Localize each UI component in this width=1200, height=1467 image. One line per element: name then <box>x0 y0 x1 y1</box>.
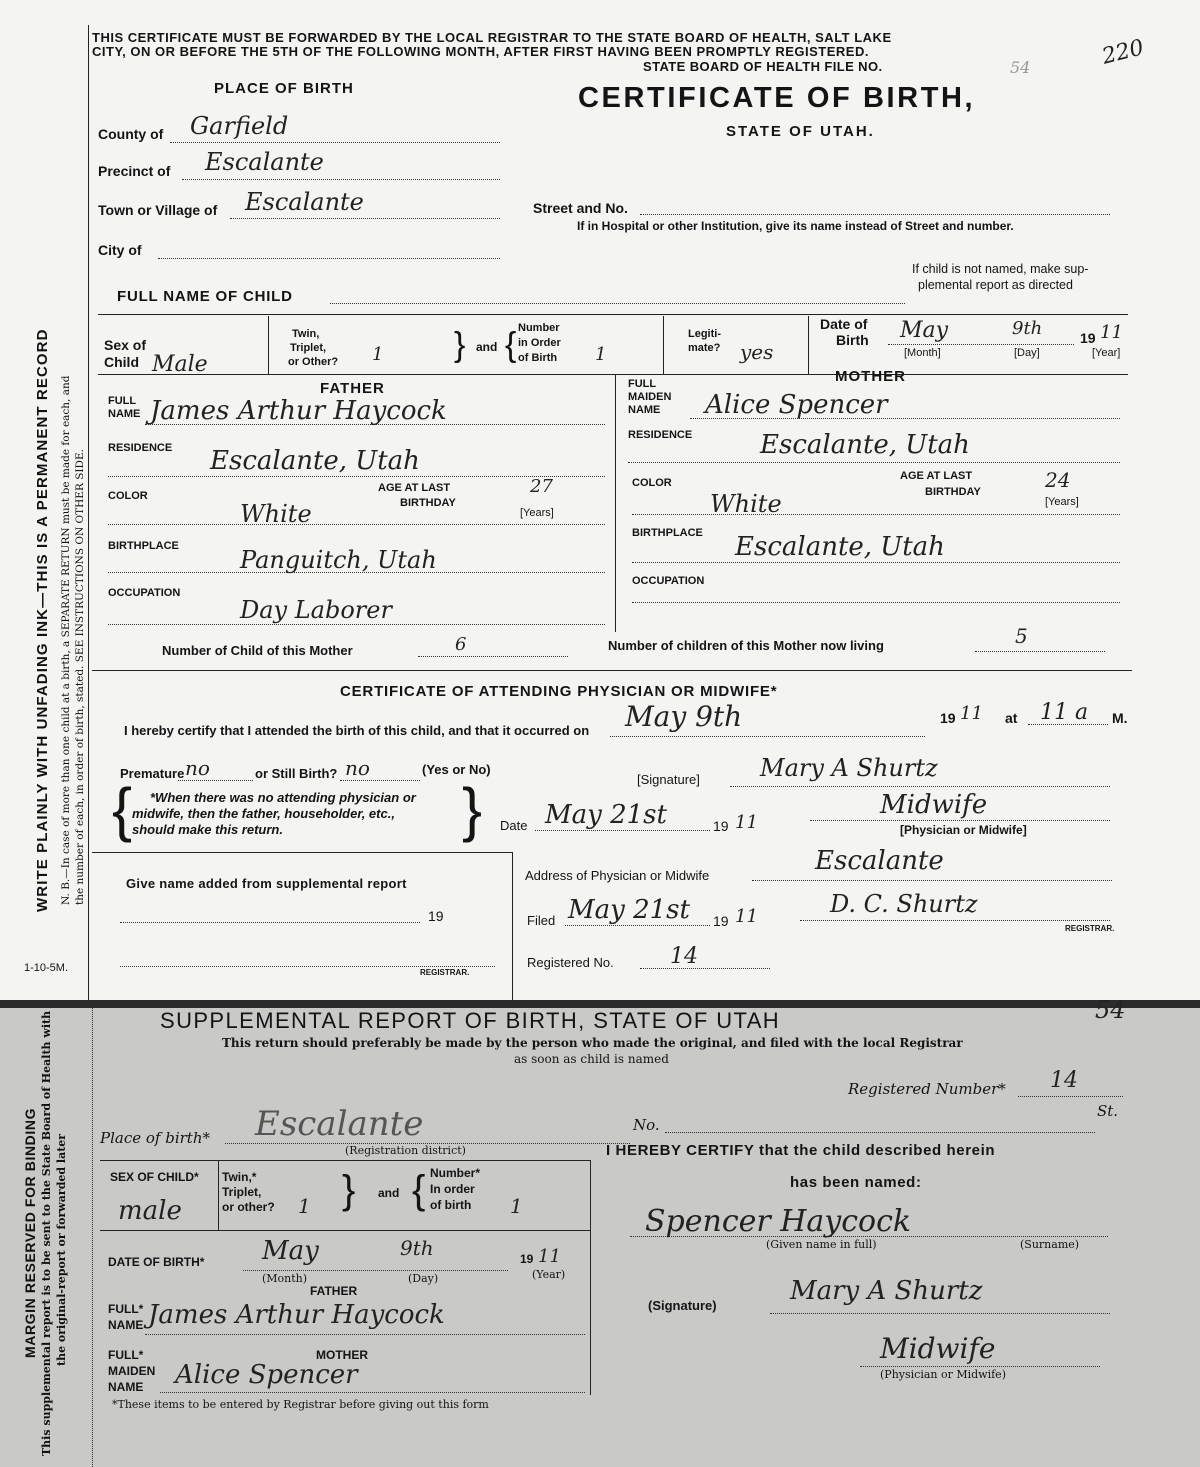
supp-mother-label1: FULL* <box>108 1348 144 1362</box>
precinct-label: Precinct of <box>98 163 171 179</box>
father-birthplace-line <box>108 572 605 573</box>
supp-year-caption: (Year) <box>532 1268 566 1281</box>
supp-title-value: Midwife <box>880 1332 996 1365</box>
supp-title: SUPPLEMENTAL REPORT OF BIRTH, STATE OF UTAH <box>160 1008 781 1033</box>
supp-twin-label2: Triplet, <box>222 1185 262 1199</box>
father-age-label1: AGE AT LAST <box>378 482 451 494</box>
certify-text: I hereby certify that I attended the birth of this child, and that it occurred on <box>124 723 590 738</box>
registered-label: Registered No. <box>527 955 614 970</box>
dob-year-prefix: 19 <box>1080 330 1096 346</box>
supp-box-line1 <box>120 922 420 923</box>
twin-label3: or Other? <box>288 356 339 368</box>
sex-label1: Sex of <box>104 337 147 353</box>
margin-reserved-vertical: MARGIN RESERVED FOR BINDING <box>22 1107 38 1358</box>
supp-signature-label: (Signature) <box>648 1298 717 1313</box>
dob-line <box>888 344 1074 345</box>
father-heading: FATHER <box>320 380 385 397</box>
sex-label2: Child <box>104 354 139 370</box>
supp-st-label: St. <box>1097 1102 1119 1120</box>
note-brace-right: } <box>462 776 483 843</box>
corner-number: 220 <box>1099 35 1147 70</box>
supp-title-line <box>860 1366 1100 1367</box>
supp-number-label2: In order <box>430 1182 475 1196</box>
date-label: Date <box>500 818 528 833</box>
parents-divider <box>615 374 616 632</box>
supp-twin-label3: or other? <box>222 1200 275 1214</box>
supp-mother-value: Alice Spencer <box>175 1360 358 1390</box>
father-years-caption: [Years] <box>520 507 554 519</box>
certificate-subtitle: STATE OF UTAH. <box>726 123 875 140</box>
note3: should make this return. <box>132 822 283 837</box>
rule-under-child <box>98 374 1128 375</box>
at-label: at <box>1005 710 1018 726</box>
date-year: 11 <box>735 812 758 833</box>
note2: midwife, then the father, householder, etc., <box>132 806 395 821</box>
supp-number-brace: { <box>412 1168 426 1212</box>
margin-note2: the original-report or forwarded later <box>55 1133 68 1366</box>
dob-label1: Date of <box>820 316 868 332</box>
supp-box-heading: Give name added from supplemental report <box>126 876 407 891</box>
date-value: May 21st <box>545 800 667 830</box>
precinct-value: Escalante <box>205 148 324 176</box>
supp-box-right <box>512 852 513 1000</box>
mother-occupation-label: OCCUPATION <box>632 575 705 587</box>
twin-label2: Triplet, <box>290 342 327 354</box>
rule-under-name <box>98 314 1128 315</box>
supp-registered-value: 14 <box>1050 1068 1078 1093</box>
time-value: 11 a <box>1040 700 1089 725</box>
living-label: Number of children of this Mother now living <box>608 638 884 653</box>
father-birthplace-value: Panguitch, Utah <box>240 546 437 574</box>
title-caption: [Physician or Midwife] <box>900 823 1027 837</box>
occurred-year: 11 <box>960 703 983 724</box>
living-value: 5 <box>1015 624 1028 648</box>
mother-name-label3: NAME <box>628 404 661 416</box>
supp-mother-line <box>160 1392 585 1393</box>
town-line <box>230 218 500 219</box>
child-number-value: 6 <box>455 634 467 655</box>
supp-month-caption: (Month) <box>262 1272 308 1285</box>
father-residence-value: Escalante, Utah <box>210 446 420 476</box>
supp-day-caption: (Day) <box>408 1272 439 1285</box>
supp-and-label: and <box>378 1186 400 1200</box>
supp-certify1: I HEREBY CERTIFY that the child described herein <box>606 1142 996 1159</box>
registrar-label: REGISTRAR. <box>1065 924 1115 933</box>
supp-number-hand: 54 <box>1095 996 1126 1024</box>
mother-age-label2: BIRTHDAY <box>925 486 981 498</box>
supp-sex-bottom-rule <box>100 1230 590 1231</box>
supp-dob-year: 11 <box>538 1246 561 1267</box>
registrar-value: D. C. Shurtz <box>830 890 978 918</box>
supp-registered-label: Registered Number* <box>848 1080 1006 1098</box>
rule-above-physician <box>92 670 1132 671</box>
premature-value: no <box>185 756 210 780</box>
supp-registered-line <box>1018 1096 1123 1097</box>
supp-no-label: No. <box>633 1116 660 1134</box>
town-value: Escalante <box>245 188 364 216</box>
supp-sex-value: male <box>118 1196 182 1226</box>
mother-name-label2: MAIDEN <box>628 391 672 403</box>
supp-left-right-rule <box>590 1160 591 1395</box>
father-name-label1: FULL <box>108 395 137 407</box>
address-label: Address of Physician or Midwife <box>525 868 710 883</box>
mother-years-caption: [Years] <box>1045 496 1079 508</box>
legit-label2: mate? <box>688 342 721 354</box>
note1: *When there was no attending physician or <box>150 790 416 805</box>
supp-number-label1: Number* <box>430 1166 481 1180</box>
number-label2: in Order <box>518 337 561 349</box>
supp-father-label1: FULL* <box>108 1302 144 1316</box>
father-birthplace-label: BIRTHPLACE <box>108 540 179 552</box>
mother-name-label1: FULL <box>628 378 657 390</box>
date-year-prefix: 19 <box>713 818 729 834</box>
supp-surname-caption: (Surname) <box>1020 1238 1080 1251</box>
twin-label1: Twin, <box>292 328 320 340</box>
filed-value: May 21st <box>568 895 690 925</box>
mother-color-line <box>632 514 1120 515</box>
street-label: Street and No. <box>533 200 628 216</box>
precinct-line <box>182 179 500 180</box>
occurred-value: May 9th <box>625 700 743 733</box>
county-value: Garfield <box>190 112 289 140</box>
supp-given-value: Spencer Haycock <box>645 1204 912 1239</box>
file-no-value: 54 <box>1010 58 1031 77</box>
signature-label: [Signature] <box>637 772 700 787</box>
registrar-line <box>800 920 1110 921</box>
still-label: or Still Birth? <box>255 766 338 781</box>
father-occupation-value: Day Laborer <box>240 596 392 624</box>
supp-signature-line <box>770 1313 1110 1314</box>
address-line <box>752 880 1112 881</box>
father-age-value: 27 <box>530 476 553 497</box>
supp-signature-value: Mary A Shurtz <box>790 1276 983 1306</box>
supp-intro2: as soon as child is named <box>514 1052 669 1066</box>
rule-left-physician <box>92 852 512 853</box>
supp-place-label: Place of birth* <box>100 1129 210 1147</box>
supp-title-caption: (Physician or Midwife) <box>880 1368 1006 1381</box>
town-label: Town or Village of <box>98 202 218 218</box>
year-caption: [Year] <box>1092 347 1121 359</box>
supp-box-registrar: REGISTRAR. <box>420 968 470 977</box>
title-value: Midwife <box>880 790 988 820</box>
certificate-title: CERTIFICATE OF BIRTH, <box>578 82 976 114</box>
still-line <box>340 780 420 781</box>
file-no-label: STATE BOARD OF HEALTH FILE NO. <box>643 59 883 74</box>
twin-brace: } <box>454 326 466 364</box>
city-line <box>158 258 500 259</box>
city-label: City of <box>98 242 142 258</box>
signature-value: Mary A Shurtz <box>760 754 938 782</box>
father-occupation-label: OCCUPATION <box>108 587 181 599</box>
full-name-child-label: FULL NAME OF CHILD <box>117 288 293 305</box>
mother-age-value: 24 <box>1045 468 1071 492</box>
living-line <box>975 651 1105 652</box>
father-name-label2: NAME <box>108 408 141 420</box>
supp-mother-label2: MAIDEN <box>108 1364 156 1378</box>
supp-twin-value: 1 <box>298 1194 311 1218</box>
father-color-value: White <box>240 500 312 528</box>
mother-birthplace-value: Escalante, Utah <box>735 532 945 562</box>
supp-intro1: This return should preferably be made by the person who made the original, and filed with the local Registrar <box>222 1036 963 1050</box>
date-line <box>535 830 710 831</box>
supp-twin-brace: } <box>342 1168 356 1212</box>
supp-given-caption: (Given name in full) <box>766 1238 877 1251</box>
m-label: M. <box>1112 710 1128 726</box>
notice-line2: CITY, ON OR BEFORE THE 5TH OF THE FOLLOWING MONTH, AFTER FIRST HAVING BEEN PROMPTLY REGISTERED. <box>92 44 869 59</box>
supp-no-line <box>665 1132 1095 1133</box>
supp-father-label2: NAME <box>108 1318 144 1332</box>
registered-value: 14 <box>670 944 698 969</box>
number-brace: { <box>505 326 517 364</box>
occurred-year-prefix: 19 <box>940 710 956 726</box>
yes-no-label: (Yes or No) <box>422 762 491 777</box>
place-of-birth-heading: PLACE OF BIRTH <box>214 80 354 97</box>
legit-divider <box>808 316 809 374</box>
legit-label1: Legiti- <box>688 328 721 340</box>
sex-divider <box>268 316 269 374</box>
supp-margin-rule <box>92 1008 93 1467</box>
signature-line <box>730 786 1110 787</box>
registered-line <box>640 968 770 969</box>
dob-label2: Birth <box>836 332 869 348</box>
mother-residence-value: Escalante, Utah <box>760 430 970 460</box>
supp-left-top-rule <box>100 1160 590 1161</box>
supp-sex-label: SEX OF CHILD* <box>110 1170 199 1184</box>
supp-dob-label: DATE OF BIRTH* <box>108 1255 205 1269</box>
legit-value: yes <box>740 340 774 364</box>
street-line <box>640 214 1110 215</box>
supp-place-caption: (Registration district) <box>345 1144 466 1157</box>
filed-label: Filed <box>527 913 556 928</box>
supp-father-line <box>145 1334 585 1335</box>
number-label3: of Birth <box>518 352 558 364</box>
dob-day: 9th <box>1012 318 1043 339</box>
mother-age-label1: AGE AT LAST <box>900 470 973 482</box>
father-residence-label: RESIDENCE <box>108 442 173 454</box>
mother-color-label: COLOR <box>632 477 672 489</box>
mother-residence-line <box>628 462 1120 463</box>
supp-certify2: has been named: <box>790 1174 922 1191</box>
father-color-label: COLOR <box>108 490 148 502</box>
supp-father-value: James Arthur Haycock <box>148 1300 445 1330</box>
full-name-child-line <box>330 303 905 304</box>
mother-name-value: Alice Spencer <box>705 390 888 420</box>
child-number-line <box>418 656 568 657</box>
nb-note-line2: the number of each, in order of birth, stated. SEE INSTRUCTIONS ON OTHER SIDE. <box>74 449 86 905</box>
mother-color-value: White <box>710 490 782 518</box>
supp-place-value: Escalante <box>255 1104 424 1144</box>
nb-note-line1: N. B.—In case of more than one child at a birth, a SEPARATE RETURN must be made for each, and <box>60 375 72 905</box>
mother-birthplace-label: BIRTHPLACE <box>632 527 703 539</box>
form-code: 1-10-5M. <box>24 962 69 974</box>
supp-box-year: 19 <box>428 908 444 924</box>
supp-twin-label1: Twin,* <box>222 1170 257 1184</box>
supp-dob-month: May <box>262 1236 319 1266</box>
father-name-value: James Arthur Haycock <box>150 396 447 426</box>
still-value: no <box>345 756 370 780</box>
supplemental-report <box>0 996 1200 1467</box>
day-caption: [Day] <box>1014 347 1040 359</box>
supp-number-value: 1 <box>510 1194 523 1218</box>
left-margin-rule <box>88 25 89 1000</box>
supp-dob-day: 9th <box>400 1236 434 1260</box>
supp-sex-divider <box>218 1160 219 1230</box>
address-value: Escalante <box>815 846 944 876</box>
dob-year: 11 <box>1100 322 1123 343</box>
occurred-line <box>610 736 925 737</box>
child-number-label: Number of Child of this Mother <box>162 643 353 658</box>
sex-value: Male <box>152 352 208 377</box>
permanent-record-vertical-text: WRITE PLAINLY WITH UNFADING INK—THIS IS A PERMANENT RECORD <box>34 328 51 912</box>
physician-heading: CERTIFICATE OF ATTENDING PHYSICIAN OR MIDWIFE* <box>340 683 778 700</box>
notice-line1: THIS CERTIFICATE MUST BE FORWARDED BY THE LOCAL REGISTRAR TO THE STATE BOARD OF HEALTH, SALT LAKE <box>92 30 892 45</box>
supp-mother-label3: NAME <box>108 1380 144 1394</box>
premature-line <box>178 780 253 781</box>
father-color-line <box>108 524 605 525</box>
county-label: County of <box>98 126 164 142</box>
and-label: and <box>476 340 498 354</box>
unnamed-note1: If child is not named, make sup- <box>912 262 1089 276</box>
filed-year-prefix: 19 <box>713 913 729 929</box>
filed-line <box>565 925 710 926</box>
supp-footnote: *These items to be entered by Registrar before giving out this form <box>112 1398 489 1411</box>
mother-heading: MOTHER <box>835 368 906 385</box>
county-line <box>170 142 500 143</box>
father-occupation-line <box>108 624 605 625</box>
supp-dob-line <box>243 1270 508 1271</box>
dob-month: May <box>900 318 949 343</box>
supp-dob-year-prefix: 19 <box>520 1252 534 1266</box>
premature-label: Premature <box>120 766 185 781</box>
number-value: 1 <box>595 344 607 365</box>
title-line <box>810 820 1110 821</box>
mother-birthplace-line <box>632 562 1120 563</box>
supp-father-heading: FATHER <box>310 1284 358 1298</box>
mother-residence-label: RESIDENCE <box>628 429 693 441</box>
twin-value: 1 <box>372 344 384 365</box>
supp-number-label3: of birth <box>430 1198 472 1212</box>
father-age-label2: BIRTHDAY <box>400 497 456 509</box>
month-caption: [Month] <box>904 347 941 359</box>
note-brace-left: { <box>112 776 133 843</box>
number-label1: Number <box>518 322 560 334</box>
margin-note1: This supplemental report is to be sent to the State Board of Health with <box>40 1010 53 1456</box>
number-divider <box>663 316 664 374</box>
unnamed-note2: plemental report as directed <box>918 278 1073 292</box>
hospital-note: If in Hospital or other Institution, give its name instead of Street and number. <box>577 219 1014 233</box>
filed-year: 11 <box>735 906 758 927</box>
supp-box-line2 <box>120 966 495 967</box>
mother-occupation-line <box>632 602 1120 603</box>
supp-mother-heading: MOTHER <box>316 1348 368 1362</box>
